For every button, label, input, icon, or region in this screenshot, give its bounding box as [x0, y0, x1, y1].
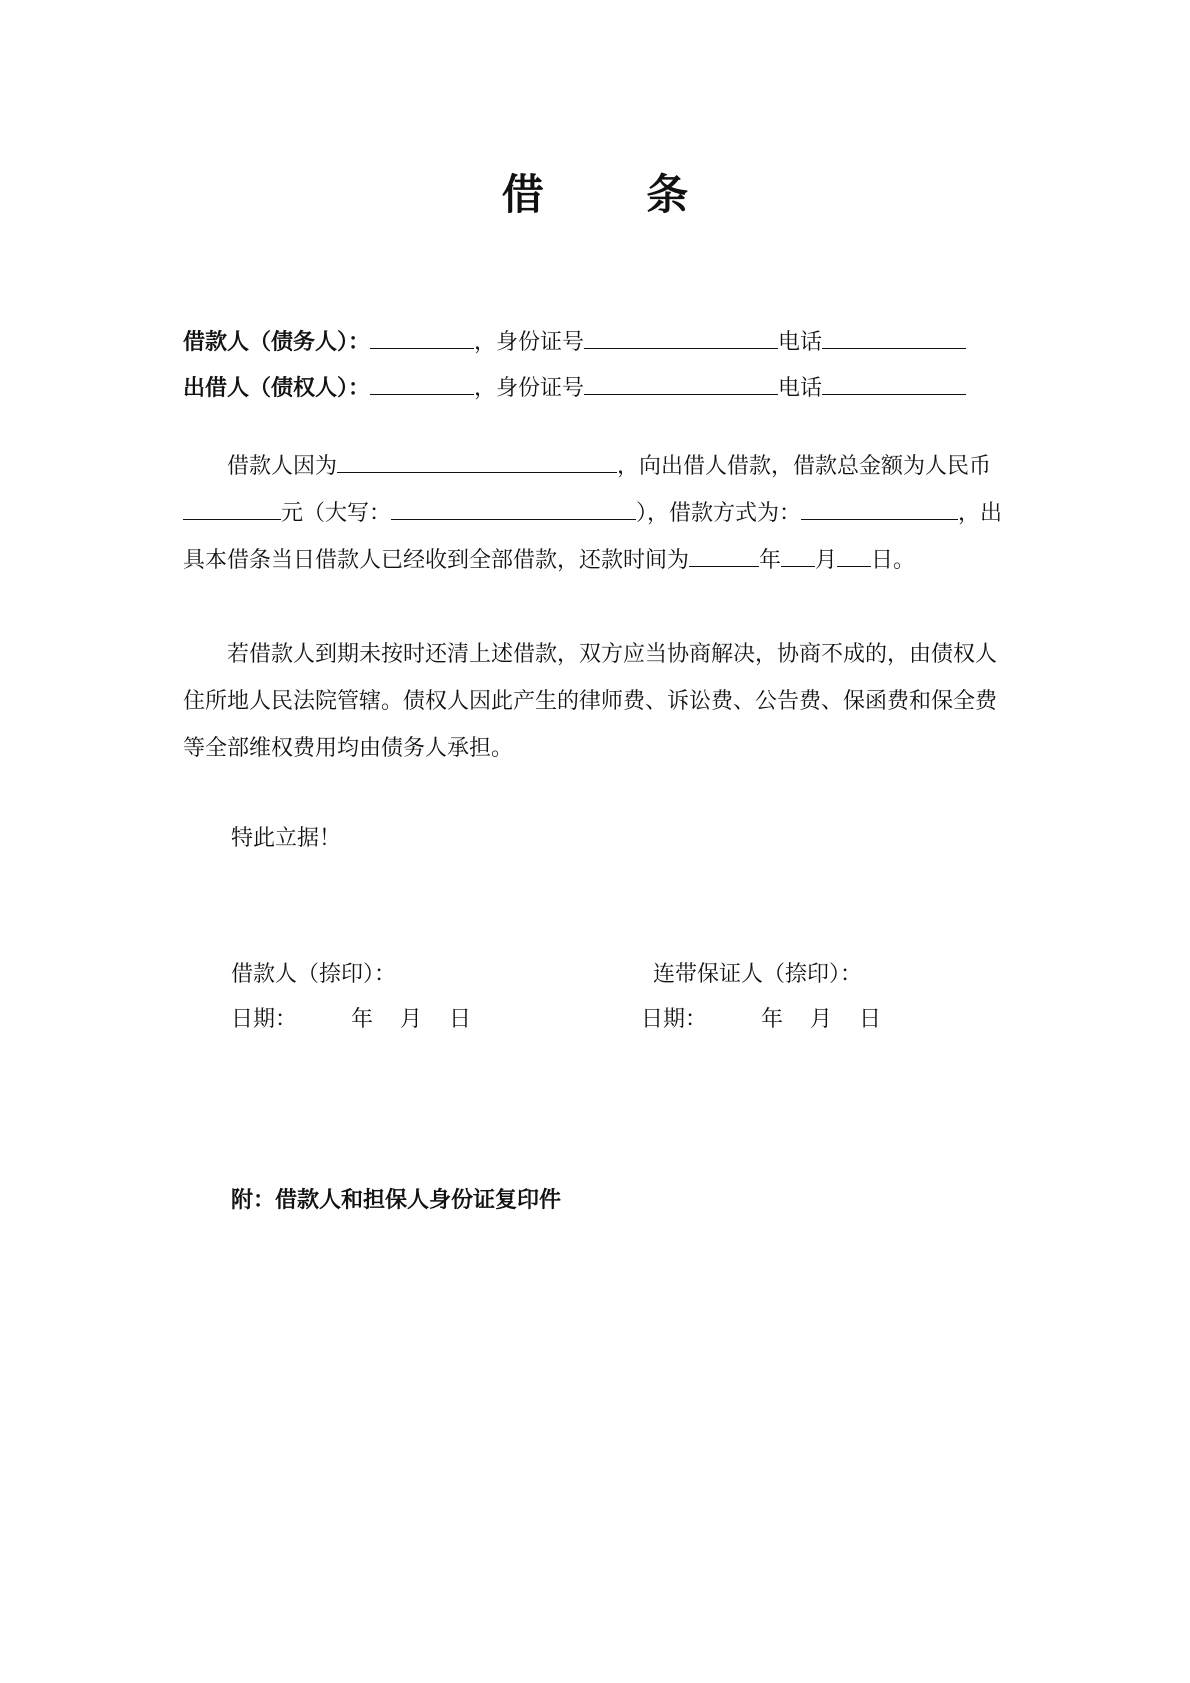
borrower-date-label: 日期： [231, 1007, 298, 1032]
borrower-id-blank[interactable] [584, 326, 778, 349]
reason-label: 借款人因为 [227, 454, 338, 479]
lender-phone-blank[interactable] [822, 372, 966, 395]
repay-year-blank[interactable] [689, 544, 759, 567]
currency-text: 币 [969, 454, 992, 479]
repay-month-blank[interactable] [781, 544, 815, 567]
borrower-name-blank[interactable] [370, 326, 474, 349]
guarantor-date-day: 日 [859, 1007, 882, 1032]
guarantor-date-label: 日期： [641, 1007, 708, 1032]
month-text: 月 [815, 548, 838, 573]
reason-blank[interactable] [337, 450, 617, 473]
loan-amount-text: ，向出借人借款，借款总金额为人民 [617, 454, 970, 479]
loan-terms-paragraph [183, 443, 1011, 584]
borrower-label: 借款人（债务人）： [183, 330, 371, 355]
lender-label: 出借人（债权人）： [183, 376, 371, 401]
dispute-clause-paragraph: 若借款人到期未按时还清上述借款，双方应当协商解决，协商不成的，由债权人住所地人民法院管辖。债权人因此产生的律师费、诉讼费、公告费、保函费和保全费等全部维权费用均由债务人承担。 [183, 642, 998, 761]
day-text: 日。 [871, 548, 916, 573]
amount-blank[interactable] [183, 497, 281, 520]
borrower-phone-label: 电话 [778, 330, 823, 355]
loan-method-label: ），借款方式为： [636, 501, 802, 526]
borrower-signature-label: 借款人（捺印）： [231, 962, 397, 987]
lender-phone-label: 电话 [778, 376, 823, 401]
borrower-date-month: 月 [400, 1007, 423, 1032]
repay-day-blank[interactable] [837, 544, 871, 567]
closing-statement: 特此立据！ [231, 826, 342, 851]
lender-id-label: ，身份证号 [474, 376, 585, 401]
guarantor-signature-label: 连带保证人（捺印）： [653, 962, 863, 987]
year-text: 年 [759, 548, 782, 573]
borrower-info-line [183, 326, 966, 358]
guarantor-date-year: 年 [761, 1007, 784, 1032]
lender-id-blank[interactable] [584, 372, 778, 395]
borrower-date-year: 年 [351, 1007, 374, 1032]
document-title: 借 条 [501, 170, 733, 219]
borrower-date-day: 日 [449, 1007, 472, 1032]
guarantor-date-month: 月 [810, 1007, 833, 1032]
borrower-id-label: ，身份证号 [474, 330, 585, 355]
repayment-text: ，出具本借条当日借款人已经收到全部借款，还款时间为 [183, 501, 1003, 573]
amount-uppercase-label: 元（大写： [281, 501, 392, 526]
lender-info-line [183, 372, 966, 404]
amount-uppercase-blank[interactable] [391, 497, 636, 520]
borrower-phone-blank[interactable] [822, 326, 966, 349]
loan-method-blank[interactable] [801, 497, 958, 520]
lender-name-blank[interactable] [370, 372, 474, 395]
attachment-note: 附：借款人和担保人身份证复印件 [231, 1188, 562, 1213]
